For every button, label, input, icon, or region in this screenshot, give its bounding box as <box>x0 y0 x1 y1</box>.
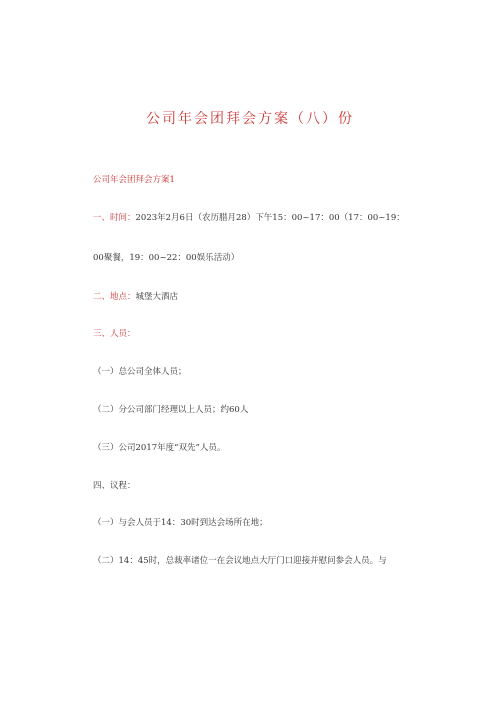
place-label: 二、地点： <box>93 292 136 302</box>
agenda-item-1: （一）与会人员于14：30时到达会场所在地； <box>93 518 268 528</box>
time-label: 一、时间： <box>93 213 136 223</box>
place-value: 城堡大酒店 <box>135 292 179 302</box>
time-line <box>93 211 405 223</box>
time-value: 2023年2月6日（农历腊月28）下午15：00~17：00（17：00~19： <box>135 213 405 223</box>
people-item-1: （一）总公司全体人员； <box>93 367 187 377</box>
agenda-label: 四、议程： <box>93 481 136 491</box>
people-label: 三、人员： <box>93 329 136 339</box>
time-continuation: 00聚餐，19：00~22：00娱乐活动） <box>93 253 240 263</box>
place-line <box>93 290 178 302</box>
people-item-2: （二）分公司部门经理以上人员；约60人 <box>93 405 249 415</box>
document-title: 公司年会团拜会方案（八）份 <box>146 111 354 127</box>
agenda-item-2: （二）14：45时，总裁率诸位一在会议地点大厅门口迎接并慰问参会人员。与 <box>93 556 387 566</box>
plan-subtitle: 公司年会团拜会方案1 <box>93 175 175 185</box>
people-item-3: （三）公司2017年度“双先”人员。 <box>93 443 226 453</box>
